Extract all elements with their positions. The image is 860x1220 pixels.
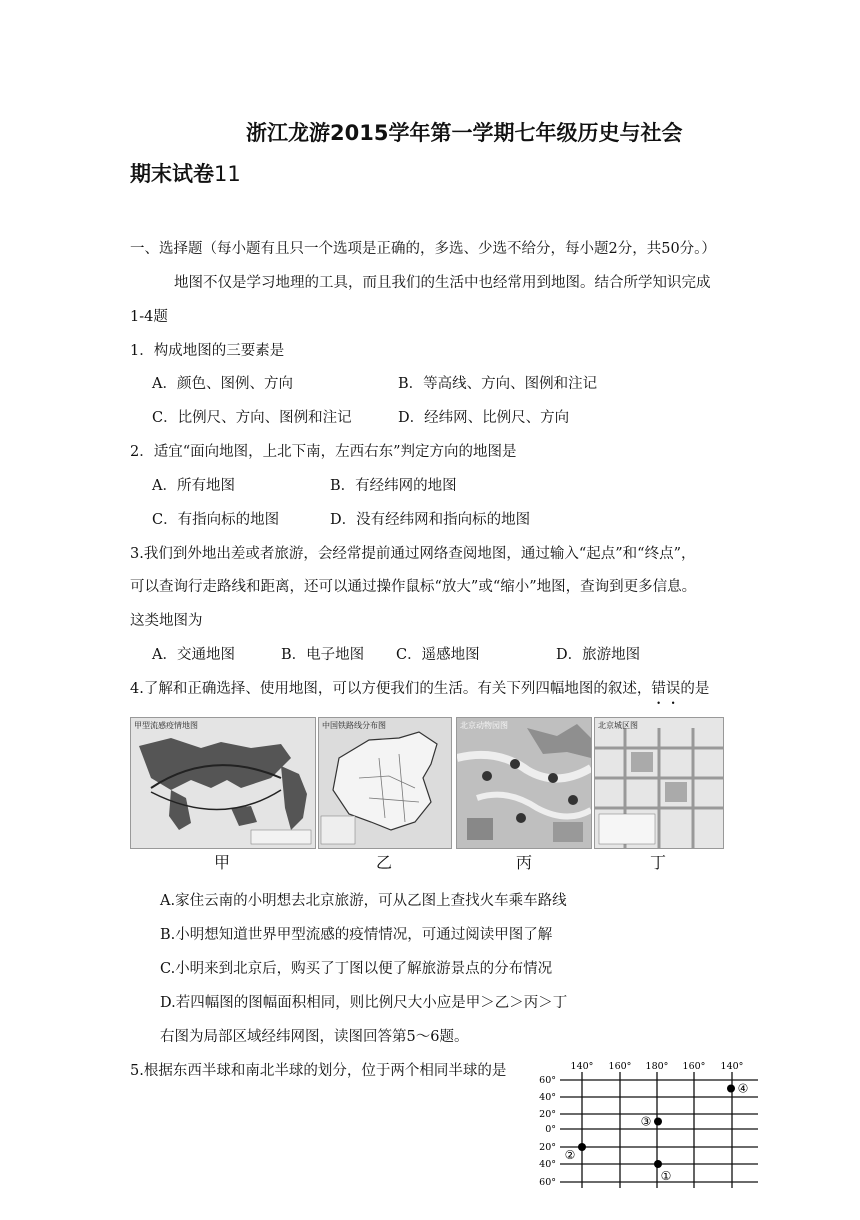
map-label-jia: 甲: [214, 853, 231, 872]
map-label-yi: 乙: [376, 853, 393, 872]
grid-point: [654, 1160, 662, 1168]
grid-point: [727, 1085, 735, 1093]
map-yi: [318, 717, 452, 849]
question-3: 3.我们到外地出差或者旅游，会经常提前通过网络查阅地图，通过输入“起点”和“终点”，: [130, 546, 696, 562]
q4-option-b: B.小明想知道世界甲型流感的疫情情况，可通过阅读甲图了解: [160, 927, 553, 943]
q4-option-d: D.若四幅图的图幅面积相同，则比例尺大小应是甲＞乙＞丙＞丁: [160, 995, 568, 1011]
question-2: 2．适宜“面向地图，上北下南，左西右东”判定方向的地图是: [130, 444, 517, 460]
question-3-line3: 这类地图为: [130, 613, 203, 629]
q3-option-a: A．交通地图: [152, 647, 235, 663]
map-title: 中国铁路线分布图: [322, 721, 386, 730]
emphasis-char: 错: [651, 681, 666, 697]
page-title-line2: 期末试卷11: [130, 162, 241, 186]
lat-label: 40°: [539, 1159, 556, 1170]
intro-text: 地图不仅是学习地理的工具，而且我们的生活中也经常用到地图。结合所学知识完成: [174, 275, 711, 291]
point-label: ④: [737, 1081, 749, 1096]
map-title: 甲型流感疫情地图: [134, 721, 198, 730]
map-title: 北京城区图: [598, 721, 638, 730]
q4-option-a: A.家住云南的小明想去北京旅游，可从乙图上查找火车乘车路线: [160, 893, 567, 909]
lat-label: 20°: [539, 1142, 556, 1153]
grid-svg: [526, 1056, 776, 1216]
section-heading: 一、选择题（每小题有且只一个选项是正确的，多选、少选不给分，每小题2分，共50分。）: [130, 241, 716, 257]
latlon-grid: [526, 1056, 776, 1216]
page-title: 浙江龙游2015学年第一学期七年级历史与社会: [246, 121, 683, 145]
intro-text-2: 1-4题: [130, 309, 168, 325]
q4-option-c: C.小明来到北京后，购买了丁图以便了解旅游景点的分布情况: [160, 961, 553, 977]
question-5: 5.根据东西半球和南北半球的划分，位于两个相同半球的是: [130, 1063, 507, 1079]
q1-option-b: B．等高线、方向、图例和注记: [398, 376, 598, 392]
q1-option-a: A．颜色、图例、方向: [152, 376, 293, 392]
lon-label: 180°: [645, 1061, 669, 1072]
q3-option-b: B．电子地图: [281, 647, 365, 663]
lon-label: 140°: [570, 1061, 594, 1072]
lat-label: 60°: [539, 1177, 556, 1188]
map-label-ding: 丁: [650, 853, 667, 872]
lat-label: 0°: [545, 1124, 556, 1135]
map-ding: [594, 717, 724, 849]
title-number: 11: [214, 162, 241, 186]
point-label: ②: [564, 1148, 576, 1162]
q2-option-a: A．所有地图: [152, 478, 235, 494]
lat-label: 60°: [539, 1075, 556, 1086]
lon-label: 160°: [682, 1061, 706, 1072]
question-3-line2: 可以查询行走路线和距离，还可以通过操作鼠标“放大”或“缩小”地图，查询到更多信息。: [130, 579, 697, 595]
question-4: 4.了解和正确选择、使用地图，可以方便我们的生活。有关下列四幅地图的叙述，错误的是: [130, 681, 710, 697]
question-1: 1．构成地图的三要素是: [130, 343, 285, 359]
grid-point: [578, 1143, 586, 1151]
point-label: ③: [640, 1114, 652, 1129]
q2-option-c: C．有指向标的地图: [152, 512, 280, 528]
lon-label: 160°: [608, 1061, 632, 1072]
q3-option-d: D．旅游地图: [556, 647, 641, 663]
q2-option-b: B．有经纬网的地图: [330, 478, 457, 494]
map-title: 北京动物园图: [460, 721, 508, 730]
lat-label: 20°: [539, 1109, 556, 1120]
grid-point: [654, 1118, 662, 1126]
map-jia: [130, 717, 316, 849]
intro-q5-6: 右图为局部区域经纬网图，读图回答第5～6题。: [160, 1029, 469, 1045]
map-label-bing: 丙: [516, 853, 533, 872]
q3-option-c: C．遥感地图: [396, 647, 480, 663]
lon-label: 140°: [720, 1061, 744, 1072]
emphasis-char: 误: [665, 681, 681, 697]
q1-option-c: C．比例尺、方向、图例和注记: [152, 410, 352, 426]
map-bing: [456, 717, 592, 849]
q2-option-d: D．没有经纬网和指向标的地图: [330, 512, 531, 528]
lat-label: 40°: [539, 1092, 556, 1103]
point-label: ①: [660, 1169, 672, 1183]
q1-option-d: D．经纬网、比例尺、方向: [398, 410, 570, 426]
